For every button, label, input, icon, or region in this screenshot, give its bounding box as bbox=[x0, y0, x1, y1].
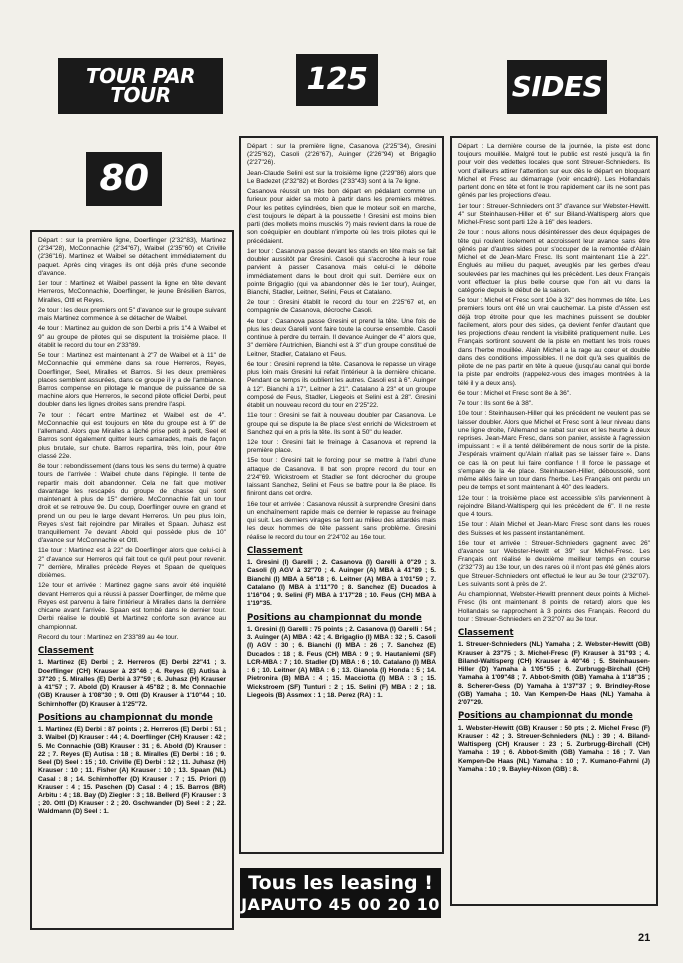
paragraph: 7e tour : l'écart entre Martinez et Waibel est de 4". McConnachie qui est toujours en tête du groupe est à 9" de l'allemand. Alors que Miralles a lâché prise petit à petit, Seel et Barros sont également quitter leurs camarades, mais de façon plus brutale, sur chute. Barros repartira, très loin, pour être classé 22e. bbox=[38, 411, 226, 460]
paragraph: 4e tour : Martinez au guidon de son Derbi a pris 1"4 à Waibel et 9" au groupe de pilotes qui se disputent la troisième place. Il établit le record du tour en 2'33"89. bbox=[38, 325, 226, 349]
title-tour-par-tour bbox=[58, 58, 223, 114]
championnat-heading: Positions au championnat du monde bbox=[247, 612, 422, 623]
paragraph: Au championnat, Webster-Hewitt prennent deux points à Michel-Fresc (ils ont maintenant 8 points de retard) alors que les Hollandais se rapprochent à 3 points des Français. Record du tour : Streuer-Schnieders en 2'32"07 au 3e tour. bbox=[458, 591, 650, 623]
paragraph: 12e tour et arrivée : Martinez gagne sans avoir été inquiété devant Herreros qui a réussi à passer Doerflinger, de même que Reyes est parvenu à faire l'intérieur à Miralles dans la dernière chicane avant l'arrivée. Spaan est tombé dans le dernier tour. Derbi réalise le doublé et Martinez conforte son avance au championnat. bbox=[38, 582, 226, 631]
paragraph: 16e tour et arrivée : Casanova réussit à surprendre Gresini dans un enchaînement rapide mais ce dernier le repasse au freinage qui suit. Les derniers virages se font au milieu des attardés mais les deux hommes de tête passent sans problème. Gresini réalise le record du tour en 2'24"02 au 16e tour. bbox=[247, 500, 436, 541]
ad-phone: JAPAUTO 45 00 20 10 bbox=[241, 895, 440, 914]
classement-results: 1. Streuer-Schnieders (NL) Yamaha ; 2. Webster-Hewitt (GB) Krauser à 23"75 ; 3. Michel-Fresc (F) Krauser à 31"93 ; 4. Biland-Waltisperg (CH) Krauser à 40"46 ; 5. Steinhausen-Hiller (D) Yamaha à 1'05"55 ; 6. Zurbrugg-Birchall (CH) Yamaha à 1'09"48 ; 7. Abbot-Smith (GB) Yamaha à 1'18"35 ; 8. Scherer-Gess (D) Yamaha à 1'37"37 ; 9. Brindley-Rose (GB) Yamaha ; 10. Van Kempen-De Haas (NL) Yamaha à 2'07"29. bbox=[458, 641, 650, 707]
classement-heading: Classement bbox=[247, 545, 303, 556]
classement-results: 1. Gresini (I) Garelli ; 2. Casanova (I) Garelli à 0"29 ; 3. Casoli (I) AGV à 32"70 ; 4. Auinger (A) MBA à 41"89 ; 5. Bianchi (I) MBA à 56"18 ; 6. Leitner (A) MBA à 1'01"59 ; 7. Catalano (I) MBA à 1'11"70 ; 8. Sanchez (E) Ducados à 1'16"04 ; 9. Selini (F) MBA à 1'17"28 ; 10. Feus (CH) MBA à 1'19"35. bbox=[247, 559, 436, 608]
title-sides bbox=[507, 60, 607, 114]
title-125-text: 125 bbox=[306, 61, 368, 97]
title-sides-text: SIDES bbox=[511, 69, 603, 103]
paragraph: 12e tour : la troisième place est accessible s'ils parviennent à rejoindre Biland-Waltisperg qui les précèdent de 6". Il ne reste que 4 tours. bbox=[458, 494, 650, 519]
paragraph: 11e tour : Gresini se fait à nouveau doubler par Casanova. Le groupe qui se dispute la 8e place s'est enrichi de Wickstroem et Sanchez qui en a pris la tête. Ils sont à 50" du leader. bbox=[247, 412, 436, 436]
paragraph: Départ : sur la première ligne, Casanova (2'25"34), Gresini (2'25"62), Casoli (2'26"67), Auinger (2'26"94) et Brigaglio (2'27"26). bbox=[247, 143, 436, 167]
title-tour-par-tour-text: TOUR PAR TOUR bbox=[86, 64, 195, 107]
championnat-results: 1. Gresini (I) Garelli : 75 points ; 2. Casanova (I) Garelli : 54 ; 3. Auinger (A) MBA : 42 ; 4. Brigaglio (I) MBA : 32 ; 5. Casoli (I) AGV : 30 ; 6. Bianchi (I) MBA : 26 ; 7. Sanchez (E) Ducados : 18 ; 8. Feus (CH) MBA : 9 ; 9. Hautaniemi (SF) LCR-MBA : 7 ; 10. Stadler (D) MBA : 6 ; 10. Catalano (I) MBA : 6 ; 10. Leitner (A) MBA : 6 ; 13. Gianola (I) Honda : 5 ; 14. Pietronira (B) MBA : 4 ; 15. Macciotta (I) MBA : 3 ; 15. Wickstroem (SF) Tunturi : 2 ; 15. Selini (F) MBA : 2 ; 18. Liegeois (B) Assmex : 1 ; 18. Perez (RA) : 1. bbox=[247, 625, 436, 699]
classement-results: 1. Martinez (E) Derbi ; 2. Herreros (E) Derbi 22"41 ; 3. Doerflinger (CH) Krauser à 23"46 ; 4. Reyes (E) Autisa à 37"20 ; 5. Miralles (E) Derbi à 37"59 ; 6. Juhasz (H) Krauser à 41"57 ; 7. Abold (D) Krauser à 45"82 ; 8. Mc Connachie (GB) Krauser à 1'08"30 ; 9. Ottl (D) Krauser à 1'10"44 ; 10. Schirnhoffer (D) Krauser à 1'25"72. bbox=[38, 659, 226, 708]
paragraph: 2e tour : nous allons nous désintéresser des deux équipages de tête qui roulent isolement et accroissent leur avance sans être gênés par d'autres sides pour s'occuper de la remontée d'Alain Michel et de Jean-Marc Fresc. Ils sont maintenant 11e à 22". Englués au milieu du paquet, aveuglés par les gerbes d'eau soulevées par les machines qui les précèdent. Les deux Français vont effectuer la plus belle course que l'on ait vu dans la catégorie depuis le début de la saison. bbox=[458, 229, 650, 294]
title-125 bbox=[296, 54, 378, 106]
paragraph: 5e tour : Michel et Fresc sont 10e à 32" des hommes de tête. Les premiers tours ont été un vrai cauchemar. La piste d'Assen est déjà trop étroite pour que les machines puissent se doubler facilement, alors pour des sides, ça devient l'enfer d'autant que les projections d'eau rendent la visibilité pratiquement nulle. Les Français sortiront souvent de la piste en mettant les trois roues dans l'herbe mouillée. Alain Michel a la rage au cœur et double dans des conditions impossibles. Il ne doit qu'à ses qualités de pilote de ne pas partir en tête à queue (jusqu'au canal qui borde la piste par endroits (rappelez-vous des images montrées à la télé il y a deux ans). bbox=[458, 297, 650, 387]
column-sides bbox=[450, 136, 658, 906]
paragraph: 1er tour : Martinez et Waibel passent la ligne en tête devant Herreros, McConnachie, Doerflinger, le jeune Brésilien Barros, Miralles, Ottl et Reyes. bbox=[38, 280, 226, 304]
title-80 bbox=[86, 152, 162, 206]
paragraph: 7e tour : Ils sont 6e à 38". bbox=[458, 400, 533, 408]
paragraph: 11e tour : Martinez est à 22" de Doerflinger alors que celui-ci à 2" d'avance sur Herreros qui fait tout ce qu'il peut pour revenir. 7" derrière, Miralles précède Reyes et Spaan de quelques dixièmes. bbox=[38, 547, 226, 580]
paragraph: Casanova réussit un très bon départ en pédalant comme un furieux pour aider sa moto à partir dans les premiers mètres. Pour les petites cylindrées, bien que le moteur soit en marche, c'est toujours le départ à la poussette ! Gresini est moins bien parti (des mollets moins musclés ?) mais revient dans la roue de son coéquipier en doublant n'importe où les trois pilotes qui le précédaient. bbox=[247, 188, 436, 245]
paragraph: 15e tour : Gresini tait le forcing pour se mettre à l'abri d'une attaque de Casanova. Il bat son propre record du tour en 2'24"69. Wickstroem et Stadler se font décrocher du groupe laissant Sanchez, Selini et Feus se battre pour la 8e place. Ils finiront dans cet ordre. bbox=[247, 457, 436, 498]
paragraph: 10e tour : Steinhausen-Hiller qui les précédent ne veulent pas se laisser doubler. Alors que Michel et Fresc sont à leur niveau dans une ligne droite, l'Allemand se rabat sur eux et les heurte à deux reprises. Jean-Marc Fresc, dans son panier, assiste à l'agression impuissant : « il a tenté délibérement de nous sortir de la piste. J'espérais vraiment qu'Alain n'allait pas se laisser faire ». Dans ce cas là on peut lui faire confiance ! Il force le passage et s'empare de la 4e place. Steinhausen-Hiller, déboussolé, sont même allés faire un tour dans l'herbe. Les Français ont perdu un peu de temps et sont maintenant à 40" des leaders. bbox=[458, 410, 650, 492]
paragraph: 1er tour : Casanova passe devant les stands en tête mais se fait doubler aussitôt par Gresini. Casoli qui s'accroche à leur roue parvient à passer Casanova mais celui-ci le déboite immédiatement dans le bout droit qui suit. Derrière eux on pointe Brigaglio (qui va abandonner dès le 1er tour), Auinger, Bianchi, Stadler, Leitner, Selini, Feus et Catalano. bbox=[247, 247, 436, 296]
paragraph: 15e tour : Alain Michel et Jean-Marc Fresc sont dans les roues des Suisses et les passent instantanément. bbox=[458, 521, 650, 537]
column-125cc bbox=[239, 136, 444, 854]
page-number: 21 bbox=[638, 932, 651, 944]
paragraph: 8e tour : rebondissement (dans tous les sens du terme) à quatre tours de l'arrivée : Waibel chute dans l'épingle. Il tente de repartir mais doit abandonner. Cela ne fait que motiver davantage les rescapés du groupe de chasse qui sont maintenant à plus de 15" derrière. McConnachie fait un tour droit et se retrouve 9e. Du coup, Doerflinger ouvre en grand et prend un ou peu le large devant Herreros. Un peu plus loin, Reyes s'est fait rejoindre par Miralles et Spaan. Juhasz est tranquillement 7e devant Abold qui possède plus de 10" d'avance sur McConnachie et Ottl. bbox=[38, 463, 226, 545]
paragraph: 6e tour : Michel et Fresc sont 8e à 36". bbox=[458, 389, 572, 397]
championnat-heading: Positions au championnat du monde bbox=[458, 711, 633, 722]
paragraph: Jean-Claude Selini est sur la troisième ligne (2'29"86) alors que Le Badezet (2'32"82) et Bordes (2'33"43) sont à la 7e ligne. bbox=[247, 169, 436, 185]
paragraph: 5e tour : Martinez est maintenant à 2"7 de Waibel et à 11" de McConnachie qui emmène dans sa roue Herreros, Reyes, Doerflinger, Seel, Miralles et Barros. Si les deux premières places semblent assurées, dans ce groupe il y a de l'ambiance. Barros compense en pilotage le manque de puissance de sa machine alors que Herreros, le second pilote officiel Derbi, peut doubler dans les lignes droites sans prendre l'aspi. bbox=[38, 352, 226, 409]
championnat-results: 1. Webster-Hewitt (GB) Krauser : 50 pts ; 2. Michel Fresc (F) Krauser : 42 ; 3. Streuer-Schnieders (NL) : 39 ; 4. Biland-Waltisperg (CH) Krauser : 23 ; 5. Zurbrugg-Birchall (CH) Yamaha : 19 ; 6. Abbot-Smith (GB) Yamaha : 16 ; 7. Van Kempen-De Haas (NL) Yamaha : 10 ; 7. Kumano-Fahrni (J) Yamaha : 10 ; 9. Bayley-Nixon (GB) : 8. bbox=[458, 724, 650, 773]
championnat-results: 1. Martinez (E) Derbi : 87 points ; 2. Herreros (E) Derbi : 51 ; 3. Waibel (D) Krauser : 44 ; 4. Doerflinger (CH) Krauser : 42 ; 5. Mc Connachie (GB) Krauser : 31 ; 6. Abold (D) Krauser : 22 ; 7. Reyes (E) Autisa : 18 ; 8. Miralles (E) Derbi : 16 ; 9. Seel (D) Seel : 15 ; 10. Criville (E) Derbi : 12 ; 11. Juhasz (H) Krauser : 10 ; 11. Fisher (A) Krauser : 10 ; 13. Spaan (NL) Casal : 8 ; 14. Schirnhoffer (D) Krauser : 7 ; 15. Priori (I) Krauser : 4 ; 15. Paschen (D) Casal : 4 ; 15. Barros (BR) Arbitu : 4 ; 18. Bay (D) Ziegler : 3 ; 18. Bellerd (F) Krauser : 3 ; 20. Ottl (D) Krauser : 2 ; 20. Gschwander (D) Seel : 2 ; 22. Waldmann (D) Seel : 1. bbox=[38, 726, 226, 816]
paragraph: 4e tour : Casanova passe Gresini et prend la tête. Une fois de plus les deux Garelli vont faire toute la course ensemble. Casoli continue à perdre du terrain. Il devance Auinger de 4" alors que, 3" derrière l'Autrichien, Bianchi est à 3" d'un groupe constitué de Leitner, Stadler, Catalano et Feus. bbox=[247, 317, 436, 358]
paragraph: 2e tour : les deux premiers ont 5" d'avance sur le groupe suivant mais Martinez commence à se détacher de Waibel. bbox=[38, 306, 226, 323]
paragraph: 1er tour : Streuer-Schnieders ont 3" d'avance sur Webster-Hewitt. 4" sur Steinhausen-Hiller et 6" sur Biland-Waltisperg alors que Michel-Fresc sont parti 12e à 16" des leaders. bbox=[458, 202, 650, 227]
column-80cc bbox=[30, 230, 234, 930]
paragraph: 6e tour : Gresini reprend la tête. Casanova le repasse un virage plus loin mais Gresini lui refait l'intérieur à la dernière chicane. Pendant ce temps ils oublient les autres. Casoli est à 6". Auinger à 12". Bianchi à 17", Leitner à 21". Catalano à 23" et un groupe composé de Feus, Stadler, Liegeois et Selini est à 28". Gresini établit un nouveau record du tour en 2'25"22. bbox=[247, 360, 436, 410]
classement-heading: Classement bbox=[458, 628, 514, 639]
paragraph: 12e tour : Gresini fait le freinage à Casanova et reprend la première place. bbox=[247, 438, 436, 455]
classement-heading: Classement bbox=[38, 646, 94, 657]
paragraph: 2e tour : Gresini établit le record du tour en 2'25"67 et, en compagnie de Casanova, décroche Casoli. bbox=[247, 299, 436, 315]
title-80-text: 80 bbox=[99, 157, 149, 199]
paragraph: Départ : La dernière course de la journée, la piste est donc toujours mouillée. Malgré tout le public est resté jusqu'à la fin pour voir des vedettes locales que sont Streuer-Schnieders. Ils vont d'ailleurs attirer l'attention sur eux dès le départ en bloquant Michel et Fresc au démarrage (voir encadré). Les Hollandais partent donc en tête et font le trou rapidement car ils ne sont pas gênés par les projections d'eau. bbox=[458, 143, 650, 200]
paragraph: Départ : sur la première ligne, Doerflinger (2'32"83), Martinez (2'34"28), McConnachie (2'34"67), Waibel (2'35"60) et Criville (2'36"16). Martinez et Waibel se détachent immédiatement du paquet. Après cinq virages ils ont déjà près d'une seconde d'avance. bbox=[38, 237, 226, 277]
championnat-heading: Positions au championnat du monde bbox=[38, 712, 213, 723]
paragraph: Record du tour : Martinez en 2'33"89 au 4e tour. bbox=[38, 633, 179, 641]
ad-headline: Tous les leasing ! bbox=[248, 872, 433, 894]
japauto-advertisement bbox=[240, 868, 441, 918]
paragraph: 16e tour et arrivée : Streuer-Schnieders gagnent avec 26" d'avance sur Webster-Hewitt et 39" sur Michel-Fresc. Les Français ont réalisé le deuxième meilleur temps en course (2'32"73) au 13e tour, un des rares où il n'ont pas été gênés alors que Streuer-Schnieders ont effectué le leur au 3e tour (2'32"07). Les suivants sont à près de 2'. bbox=[458, 539, 650, 588]
